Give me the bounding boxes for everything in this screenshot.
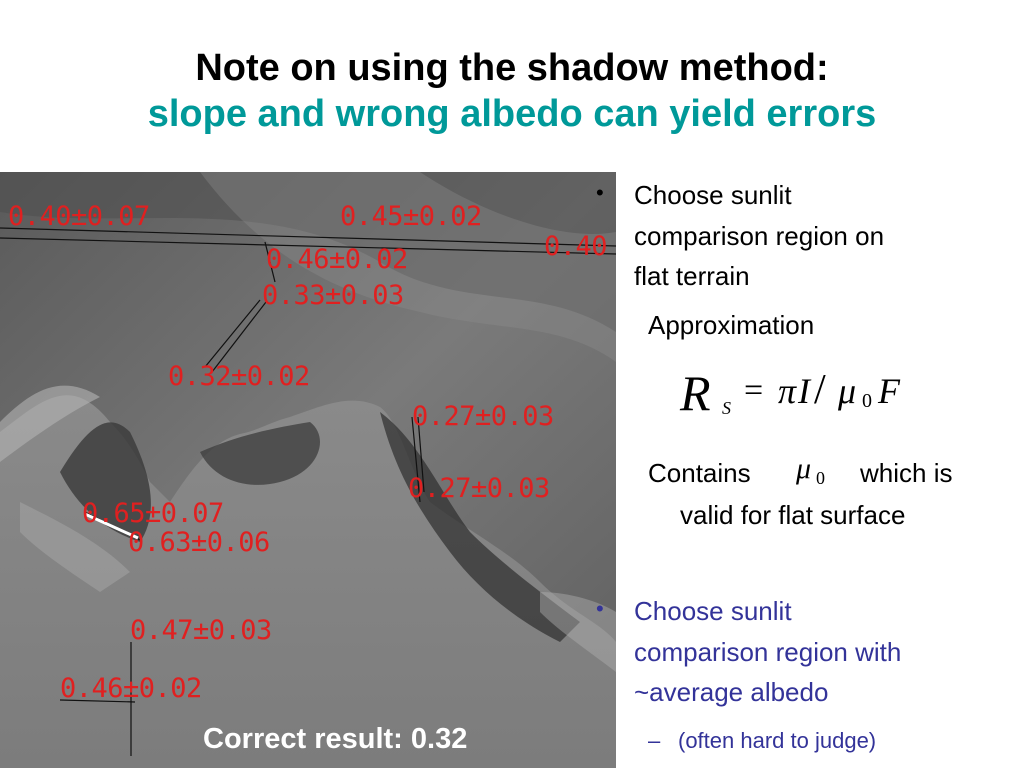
correct-result-caption: Correct result: 0.32 [203,723,468,755]
albedo-label: 0.40 [544,231,608,262]
formula-subscript-s: S [722,398,731,418]
formula-mu: μ [838,371,857,411]
albedo-label: 0.47±0.03 [130,615,272,646]
formula-R: R [680,365,711,421]
albedo-label: 0.27±0.03 [408,473,550,504]
formula-slash: / [814,367,826,413]
albedo-formula [672,360,932,430]
contains-which-is: which is [860,458,953,488]
slide-title [0,46,1024,138]
albedo-label: 0.27±0.03 [412,401,554,432]
albedo-label: 0.63±0.06 [128,527,270,558]
formula-I: I [798,371,810,411]
approximation-label: Approximation [648,310,815,340]
terrain-image [0,172,616,768]
sub-bullet-text: (often hard to judge) [678,728,877,753]
formula-F: F [878,371,900,411]
contains-label: Contains [648,458,751,488]
title-line-2: slope and wrong albedo can yield errors [147,93,877,135]
albedo-label: 0.45±0.02 [340,201,482,232]
title-line-1: Note on using the shadow method: [195,47,829,89]
mu-symbol: μ [796,452,812,485]
bullet-marker: • [596,180,604,205]
bullet-marker: • [596,596,604,621]
bullet-2-line-3: ~average albedo [634,677,829,707]
formula-pi: π [778,371,797,411]
formula-equals: = [744,372,764,409]
mu-subscript: 0 [816,468,825,488]
albedo-label: 0.65±0.07 [82,498,224,529]
albedo-label: 0.46±0.02 [266,244,408,275]
bullet-2-line-1: Choose sunlit [634,596,792,626]
sub-bullet-dash: – [648,728,661,753]
albedo-label: 0.32±0.02 [168,361,310,392]
albedo-label: 0.40±0.07 [8,201,150,232]
bullet-1-line-1: Choose sunlit [634,180,792,210]
bullet-2-line-2: comparison region with [634,637,902,667]
contains-valid-for-flat: valid for flat surface [680,500,906,530]
albedo-label: 0.46±0.02 [60,673,202,704]
formula-subscript-0: 0 [862,390,872,412]
albedo-label: 0.33±0.03 [262,280,404,311]
bullet-1-line-3: flat terrain [634,261,750,291]
bullet-1-line-2: comparison region on [634,221,885,251]
